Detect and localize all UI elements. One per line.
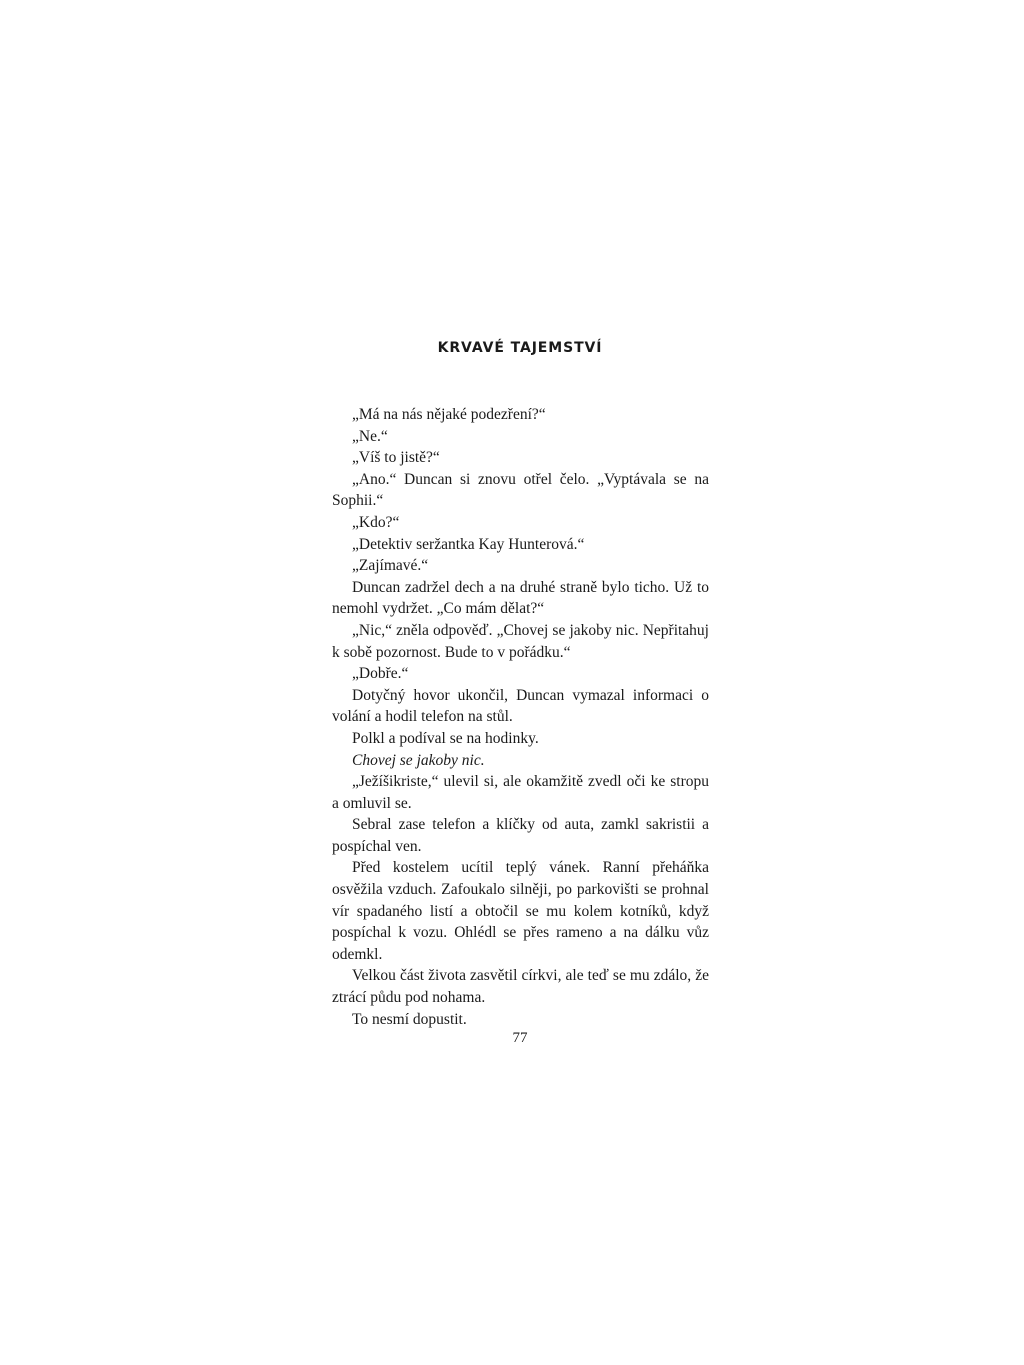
paragraph: „Ježíšikriste,“ ulevil si, ale okamžitě zvedl oči ke stropu a omluvil se. (332, 773, 709, 812)
paragraph: To nesmí dopustit. (352, 1010, 467, 1028)
paragraph: „Dobře.“ (352, 665, 409, 683)
paragraph: Polkl a podíval se na hodinky. (352, 729, 539, 747)
paragraph: „Ano.“ Duncan si znovu otřel čelo. „Vyptávala se na Sophii.“ (332, 470, 709, 510)
paragraph-italic: Chovej se jakoby nic. (352, 751, 485, 769)
paragraph: „Ne.“ (352, 427, 388, 445)
paragraph: Duncan zadržel dech a na druhé straně bylo ticho. Už to nemohl vydržet. „Co mám dělat?“ (332, 578, 709, 618)
body-text (332, 404, 709, 1030)
paragraph: Dotyčný hovor ukončil, Duncan vymazal informaci o volání a hodil telefon na stůl. (332, 686, 709, 726)
paragraph: „Nic,“ zněla odpověď. „Chovej se jakoby nic. Nepřitahuj k sobě pozornost. Bude to v pořádku.“ (332, 621, 709, 661)
paragraph: Před kostelem ucítil teplý vánek. Ranní přeháňka osvěžila vzduch. Zafoukalo silněji, po parkovišti se prohnal vír spadaného listí a obtočil se mu kolem kotníků, když pospíchal k vozu. Ohlédl se přes rameno a na dálku vůz odemkl. (332, 859, 709, 963)
page-number: 77 (512, 1030, 528, 1046)
paragraph: „Má na nás nějaké podezření?“ (352, 406, 546, 423)
running-head-title: KRVAVÉ TAJEMSTVÍ (437, 340, 603, 356)
paragraph: Velkou část života zasvětil církvi, ale teď se mu zdálo, že ztrácí půdu pod nohama. (332, 967, 709, 1007)
paragraph: „Kdo?“ (352, 513, 400, 531)
paragraph: „Zajímavé.“ (352, 557, 429, 575)
paragraph: „Víš to jistě?“ (352, 449, 440, 467)
paragraph: „Detektiv seržantka Kay Hunterová.“ (352, 535, 585, 553)
paragraph: Sebral zase telefon a klíčky od auta, zamkl sakristii a pospíchal ven. (332, 816, 709, 855)
